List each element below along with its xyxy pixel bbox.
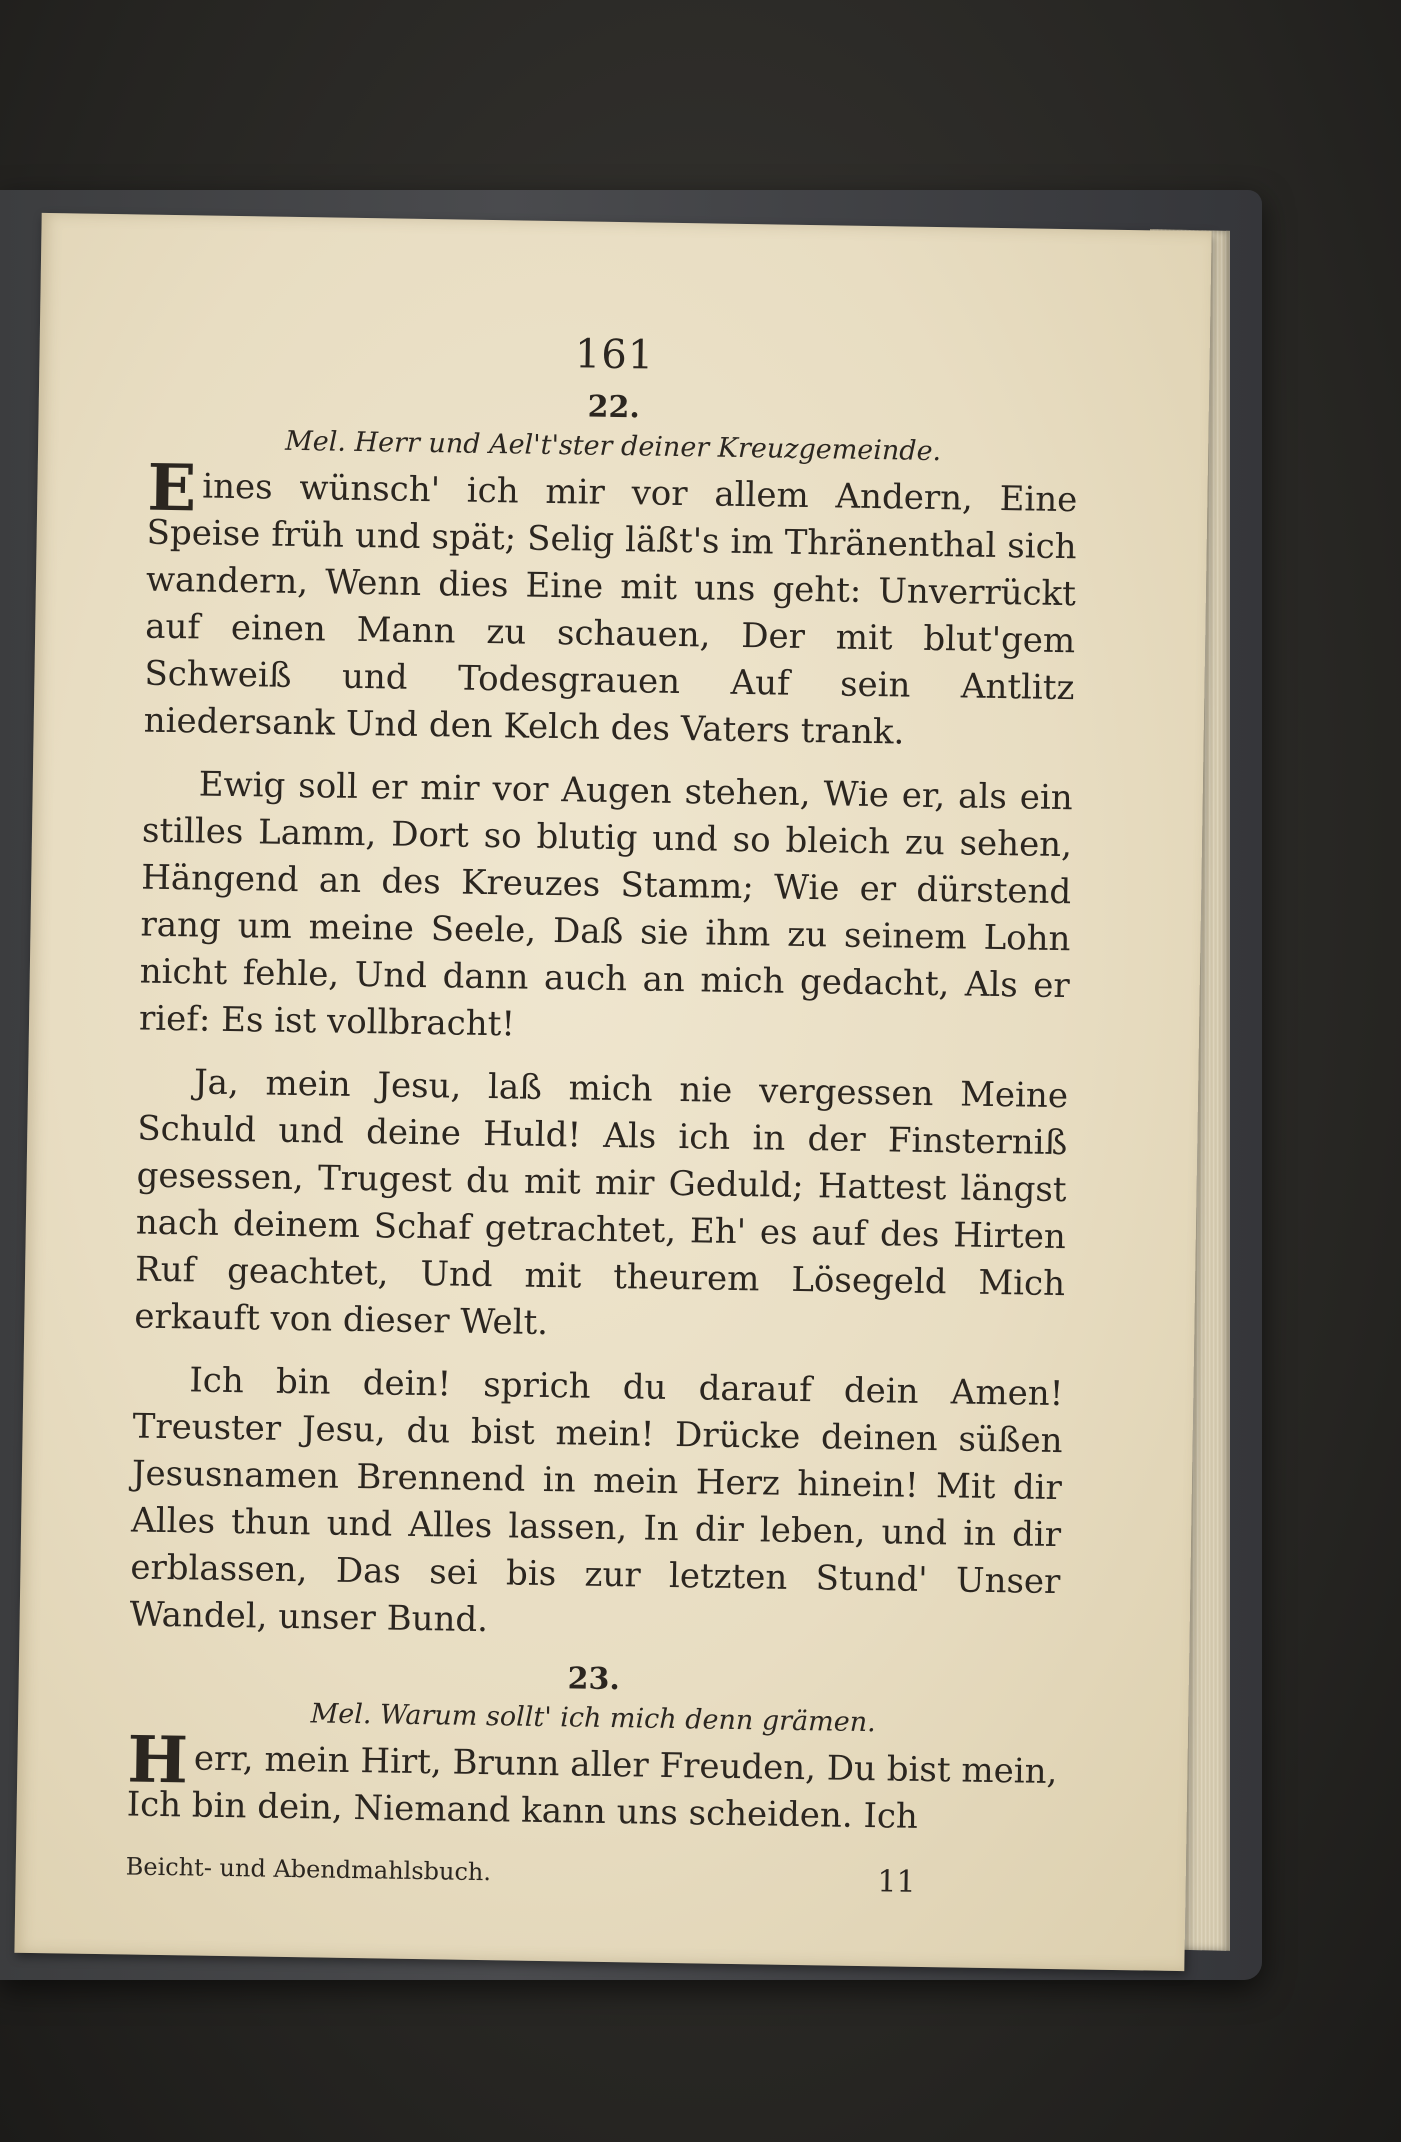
- stanza-1: [126, 1722, 1058, 1843]
- drop-cap: H: [126, 1722, 189, 1799]
- stanza-1: [143, 450, 1078, 760]
- hymn-23: [126, 1654, 1059, 1843]
- book-page: [14, 213, 1211, 1971]
- hymn-melody: Mel. Warum sollt' ich mich denn grämen.: [310, 1698, 876, 1739]
- page-text-block: [125, 325, 1079, 1899]
- drop-cap: E: [146, 450, 197, 527]
- page-footer: [125, 1844, 1056, 1899]
- page-number: 161: [574, 331, 655, 379]
- footer-signature: Beicht- und Abendmahlsbuch.: [125, 1852, 492, 1887]
- stanza-4: Ich bin dein! sprich du darauf dein Amen! Treuster Jesu, du bist mein! Drücke deinen süßen Jesusnamen Brennend in mein Herz hinein! Mit dir Alles thun und Alles lassen, In dir leben, und in dir erblassen, Das sei bis zur letzten Stund' Unser Wandel, unser Bund.: [129, 1360, 1064, 1641]
- footer-sheet-number: 11: [877, 1864, 916, 1900]
- stanza-3: Ja, mein Jesu, laß mich nie vergessen Meine Schuld und deine Huld! Als ich in der Finsterniß gesessen, Trugest du mit mir Geduld; Hattest längst nach deinem Schaf getrachtet, Eh' es auf des Hirten Ruf geachtet, Und mit theurem Lösegeld Mich erkauft von dieser Welt.: [134, 1062, 1069, 1344]
- hymn-22: [129, 383, 1079, 1653]
- stanza-text: err, mein Hirt, Brunn aller Freuden, Du bist mein, Ich bin dein, Niemand kann uns scheiden. Ich: [126, 1738, 1058, 1837]
- hymn-melody: Mel. Herr und Ael't'ster deiner Kreuzgemeinde.: [284, 425, 942, 468]
- stanza-2: Ewig soll er mir vor Augen stehen, Wie er, als ein stilles Lamm, Dort so blutig und so bleich zu sehen, Hängend an des Kreuzes Stamm; Wie er dürstend rang um meine Seele, Daß sie ihm zu seinem Lohn nicht fehle, Und dann auch an mich gedacht, Als er rief: Es ist vollbracht!: [138, 764, 1073, 1045]
- stanza-text: ines wünsch' ich mir vor allem Andern, Eine Speise früh und spät; Selig läßt's im Thränenthal sich wandern, Wenn dies Eine mit uns geht: Unverrückt auf einen Mann zu schauen, Der mit blut'gem Schweiß und Todesgrauen Auf sein Antlitz niedersank Und den Kelch des Vaters trank.: [143, 466, 1078, 753]
- hymn-number: 23.: [567, 1661, 621, 1698]
- hymn-number: 22.: [587, 389, 641, 426]
